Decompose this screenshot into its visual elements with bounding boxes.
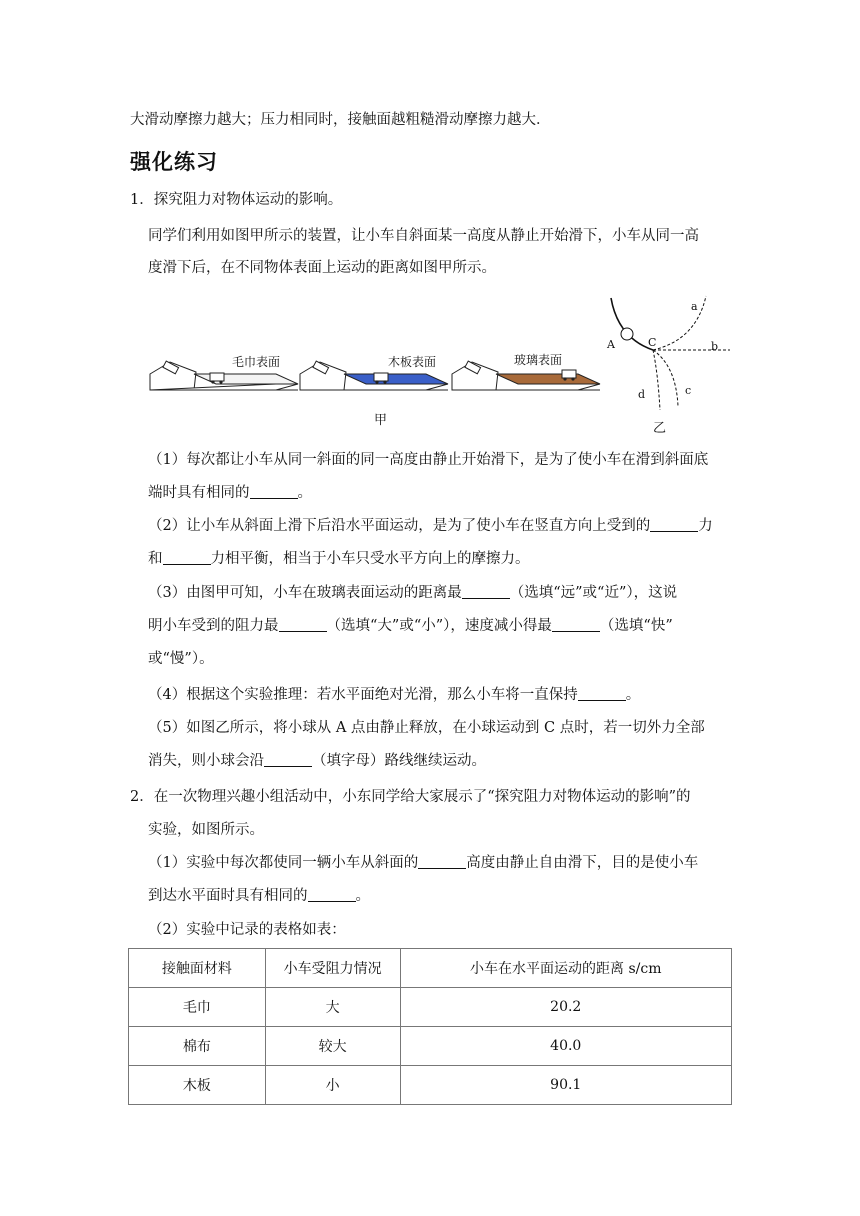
table-cell: 大 <box>265 988 400 1027</box>
point-a: A <box>607 338 615 351</box>
table-row <box>129 988 732 1027</box>
q2-title: 2．在一次物理兴趣小组活动中，小东同学给大家展示了“探究阻力对物体运动的影响”的 <box>130 789 691 805</box>
path-b-label: b <box>711 340 719 353</box>
q1-title: 1．探究阻力对物体运动的影响。 <box>130 192 343 208</box>
q1-part1-line1: （1）每次都让小车从同一斜面的同一高度由静止开始滑下，是为了使小车在滑到斜面底 <box>148 452 709 468</box>
q1-part5-line2: 消失，则小球会沿 （填字母）路线继续运动。 <box>148 753 486 769</box>
q2-title-line2: 实验，如图所示。 <box>148 822 264 838</box>
answer-blank[interactable] <box>264 751 312 767</box>
label-towel-surface: 毛巾表面 <box>232 355 281 369</box>
data-table <box>128 948 732 1105</box>
answer-blank[interactable] <box>462 583 510 599</box>
caption-yi: 乙 <box>653 421 667 436</box>
table-cell: 40.0 <box>400 1027 731 1066</box>
label-glass-surface: 玻璃表面 <box>514 353 563 367</box>
path-c-label: c <box>685 384 692 397</box>
path-a-label: a <box>691 300 698 313</box>
q1-intro-line2: 度滑下后，在不同物体表面上运动的距离如图甲所示。 <box>148 260 496 276</box>
q1-intro-line1: 同学们利用如图甲所示的装置，让小车自斜面某一高度从静止开始滑下，小车从同一高 <box>148 228 699 244</box>
table-header-cell: 小车受阻力情况 <box>265 949 400 988</box>
q2-part1-line2: 到达水平面时具有相同的 。 <box>148 888 370 904</box>
q1-part3-line3: 或“慢”）。 <box>148 651 214 667</box>
q1-part1-line2: 端时具有相同的 。 <box>148 485 312 501</box>
answer-blank[interactable] <box>279 616 327 632</box>
label-wood-surface: 木板表面 <box>388 355 437 369</box>
q1-part3-line1: （3）由图甲可知，小车在玻璃表面运动的距离最 （选填“远”或“近”），这说 <box>148 585 678 601</box>
q2-part1-line1: （1）实验中每次都使同一辆小车从斜面的 高度由静止自由滑下，目的是使小车 <box>148 855 699 871</box>
table-cell: 毛巾 <box>129 988 266 1027</box>
section-title: 强化练习 <box>130 150 218 174</box>
glass-setup <box>452 352 600 390</box>
path-d-label: d <box>638 388 646 401</box>
experiment-figures <box>148 294 738 440</box>
wood-setup <box>300 354 448 390</box>
table-row <box>129 1066 732 1105</box>
q1-part4: （4）根据这个实验推理：若水平面绝对光滑，那么小车将一直保持 。 <box>148 687 641 703</box>
caption-jia: 甲 <box>374 413 388 428</box>
answer-blank[interactable] <box>418 853 466 869</box>
q2-part2: （2）实验中记录的表格如表： <box>148 922 346 938</box>
table-header-row <box>129 949 732 988</box>
table-cell: 20.2 <box>400 988 731 1027</box>
table-cell: 棉布 <box>129 1027 266 1066</box>
answer-blank[interactable] <box>308 886 356 902</box>
answer-blank[interactable] <box>250 483 298 499</box>
q1-part5-line1: （5）如图乙所示，将小球从 A 点由静止释放，在小球运动到 C 点时，若一切外力全部 <box>148 720 705 736</box>
table-header-cell: 接触面材料 <box>129 949 266 988</box>
q1-part2-line1: （2）让小车从斜面上滑下后沿水平面运动，是为了使小车在竖直方向上受到的 力 <box>148 518 713 534</box>
q1-part3-line2: 明小车受到的阻力最 （选填“大”或“小”），速度减小得最 （选填“快” <box>148 618 673 634</box>
towel-setup <box>150 354 298 390</box>
table-cell: 90.1 <box>400 1066 731 1105</box>
continued-text: 大滑动摩擦力越大；压力相同时，接触面越粗糙滑动摩擦力越大． <box>130 112 551 128</box>
point-c: C <box>648 336 657 349</box>
figure-jia <box>150 352 600 428</box>
table-cell: 小 <box>265 1066 400 1105</box>
table-row <box>129 1027 732 1066</box>
q1-part2-line2: 和 力相平衡，相当于小车只受水平方向上的摩擦力。 <box>148 551 530 567</box>
answer-blank[interactable] <box>163 549 211 565</box>
answer-blank[interactable] <box>650 516 698 532</box>
table-cell: 木板 <box>129 1066 266 1105</box>
table-cell: 较大 <box>265 1027 400 1066</box>
figure-yi <box>606 296 730 436</box>
answer-blank[interactable] <box>578 685 626 701</box>
answer-blank[interactable] <box>552 616 600 632</box>
table-header-cell: 小车在水平面运动的距离 s/cm <box>400 949 731 988</box>
